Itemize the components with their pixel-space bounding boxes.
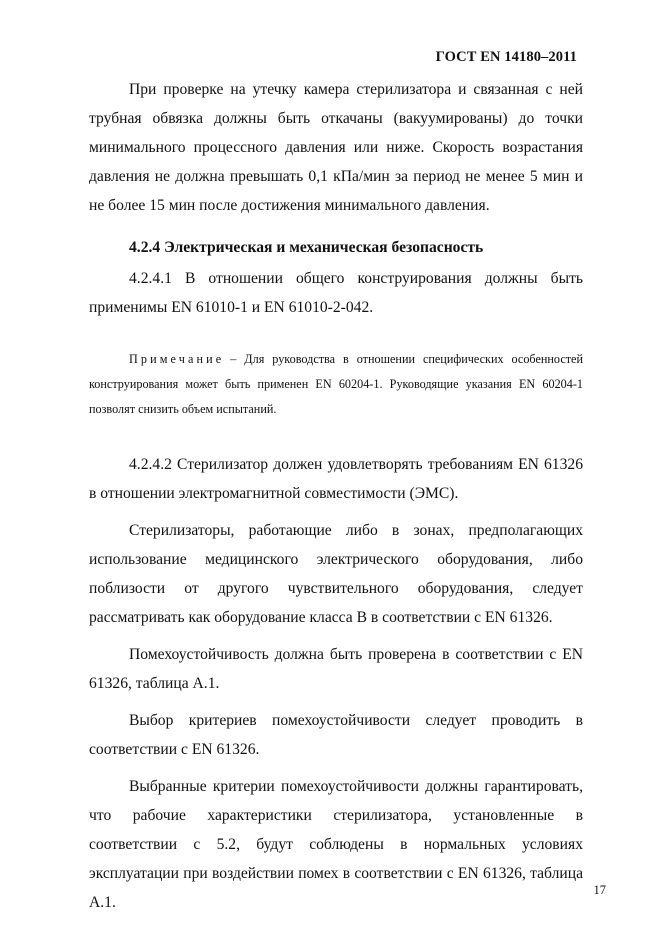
paragraph-class-b: Стерилизаторы, работающие либо в зонах, предполагающих использование медицинского электрического оборудования, либо поблизости от другого чувствительного оборудования, следует рассматривать как оборудование класса B в соответствии с EN 61326. (89, 522, 583, 626)
document-body (89, 75, 583, 917)
document-header: ГОСТ EN 14180–2011 (435, 49, 577, 65)
note-text: – Для руководства в отношении специфических особенностей конструирования может быть применен EN 60204-1. Руководящие указания EN 60204-1 позволят снизить объем испытаний. (89, 352, 583, 416)
paragraph-leak-test: При проверке на утечку камера стерилизатора и связанная с ней трубная обвязка должны быть откачаны (вакуумированы) до точки минимального процессного давления или ниже. Скорость возрастания давления не должна превышать 0,1 кПа/мин за период не менее 5 мин и не более 15 мин после достижения минимального давления. (89, 81, 583, 214)
paragraph-criteria-guarantee: Выбранные критерии помехоустойчивости должны гарантировать, что рабочие характеристики стерилизатора, установленные в соответствии с 5.2, будут соблюдены в нормальных условиях эксплуатации при воздействии помех в соответствии с EN 61326, таблица А.1. (89, 778, 583, 911)
note-block (89, 347, 583, 422)
paragraph-criteria-choice: Выбор критериев помехоустойчивости следует проводить в соответствии с EN 61326. (89, 712, 583, 758)
section-heading-4-2-4: 4.2.4 Электрическая и механическая безопасность (129, 239, 484, 256)
paragraph-4-2-4-1: 4.2.4.1 В отношении общего конструирования должны быть применимы EN 61010-1 и EN 61010-2-042. (89, 270, 583, 316)
note-label: Примечание (129, 352, 225, 366)
page-number: 17 (593, 883, 606, 897)
paragraph-4-2-4-2: 4.2.4.2 Стерилизатор должен удовлетворять требованиям EN 61326 в отношении электромагнитной совместимости (ЭМС). (89, 456, 583, 502)
paragraph-immunity-check: Помехоустойчивость должна быть проверена в соответствии с EN 61326, таблица А.1. (89, 646, 583, 692)
